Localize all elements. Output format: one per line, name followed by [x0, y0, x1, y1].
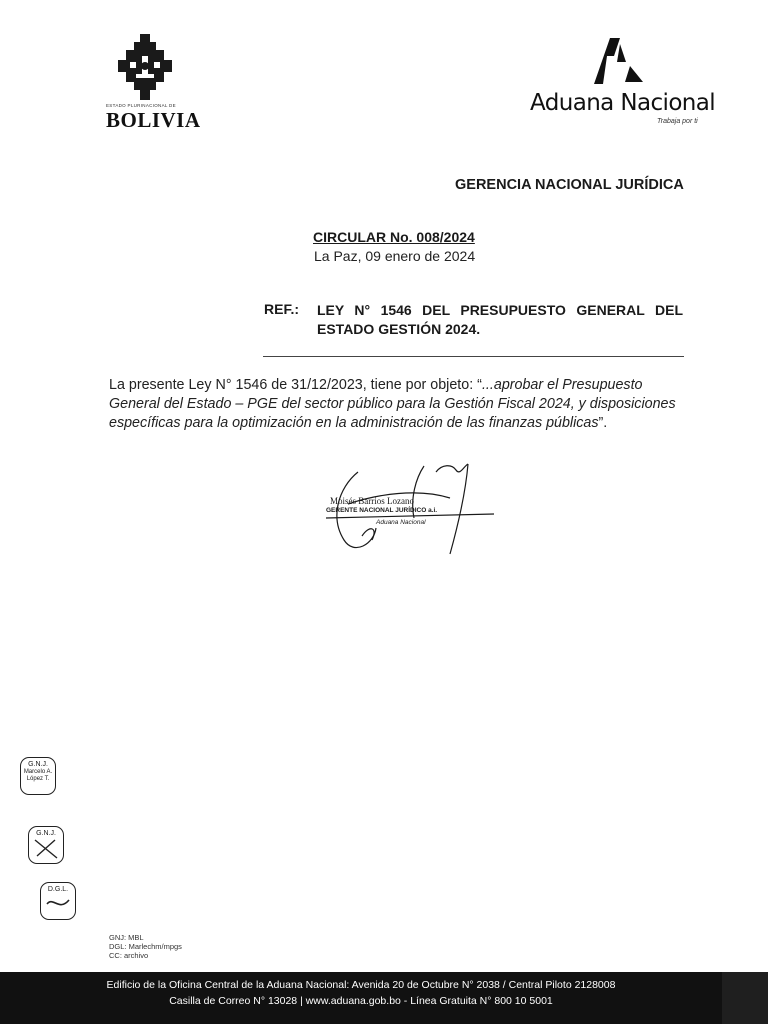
place-date: La Paz, 09 enero de 2024 — [314, 248, 476, 264]
circular-number: CIRCULAR No. 008/2024 — [313, 229, 475, 245]
reference-text: LEY N° 1546 DEL PRESUPUESTO GENERAL DEL ESTADO GESTIÓN 2024. — [317, 302, 683, 337]
initials-line: GNJ: MBL — [109, 933, 144, 942]
stamp-code: D.G.L. — [47, 886, 69, 893]
aduana-logo-text: Aduana Nacional — [530, 90, 716, 116]
stamp-initials-mark — [43, 894, 73, 914]
initials-line: CC: archivo — [109, 951, 149, 960]
stamp-code: G.N.J. — [28, 761, 48, 768]
body-paragraph — [109, 376, 685, 433]
stamp-initials-mark — [31, 838, 61, 860]
signer-title: GERENTE NACIONAL JURÍDICO a.i. — [326, 507, 438, 514]
stamp-name: Marcelo A. López T. — [23, 769, 53, 782]
review-stamp-gnj-2 — [28, 826, 64, 864]
body-outro: ”. — [598, 415, 608, 431]
footer-edge-block — [722, 972, 768, 1024]
aduana-logo-slogan: Trabaja por ti — [657, 118, 698, 125]
aduana-logo-mark-icon — [590, 36, 646, 86]
signer-organization: Aduana Nacional — [376, 519, 426, 526]
review-stamp-gnj-1 — [20, 757, 56, 795]
body-quote: ...aprobar el Presupuesto General del Estado – PGE del sector público para la Gestión Fiscal 2024, y disposiciones específicas para la optimización en la administración de las finanzas públicas — [109, 377, 676, 431]
footer-band — [0, 972, 768, 1024]
divider-line — [263, 356, 684, 357]
bolivia-coat-of-arms-logo — [114, 34, 176, 100]
body-intro: La presente Ley N° 1546 de 31/12/2023, tiene por objeto: “ — [109, 377, 482, 393]
stamp-code: G.N.J. — [36, 830, 56, 837]
reference-label: REF.: — [264, 301, 299, 317]
initials-block — [109, 933, 182, 960]
footer-address: Edificio de la Oficina Central de la Aduana Nacional: Avenida 20 de Octubre N° 2038 / Central Piloto 2128008 — [106, 979, 616, 991]
department-heading: GERENCIA NACIONAL JURÍDICA — [455, 177, 684, 193]
bolivia-logo-text: BOLIVIA — [106, 108, 201, 132]
signer-name: Moisés Barrios Lozano — [330, 496, 414, 506]
initials-line: DGL: Marlechm/mpgs — [109, 942, 182, 951]
footer-contact: Casilla de Correo N° 13028 | www.aduana.gob.bo - Línea Gratuita N° 800 10 5001 — [169, 995, 553, 1007]
bolivia-logo-subtitle: ESTADO PLURINACIONAL DE — [106, 103, 176, 108]
review-stamp-dgl — [40, 882, 76, 920]
